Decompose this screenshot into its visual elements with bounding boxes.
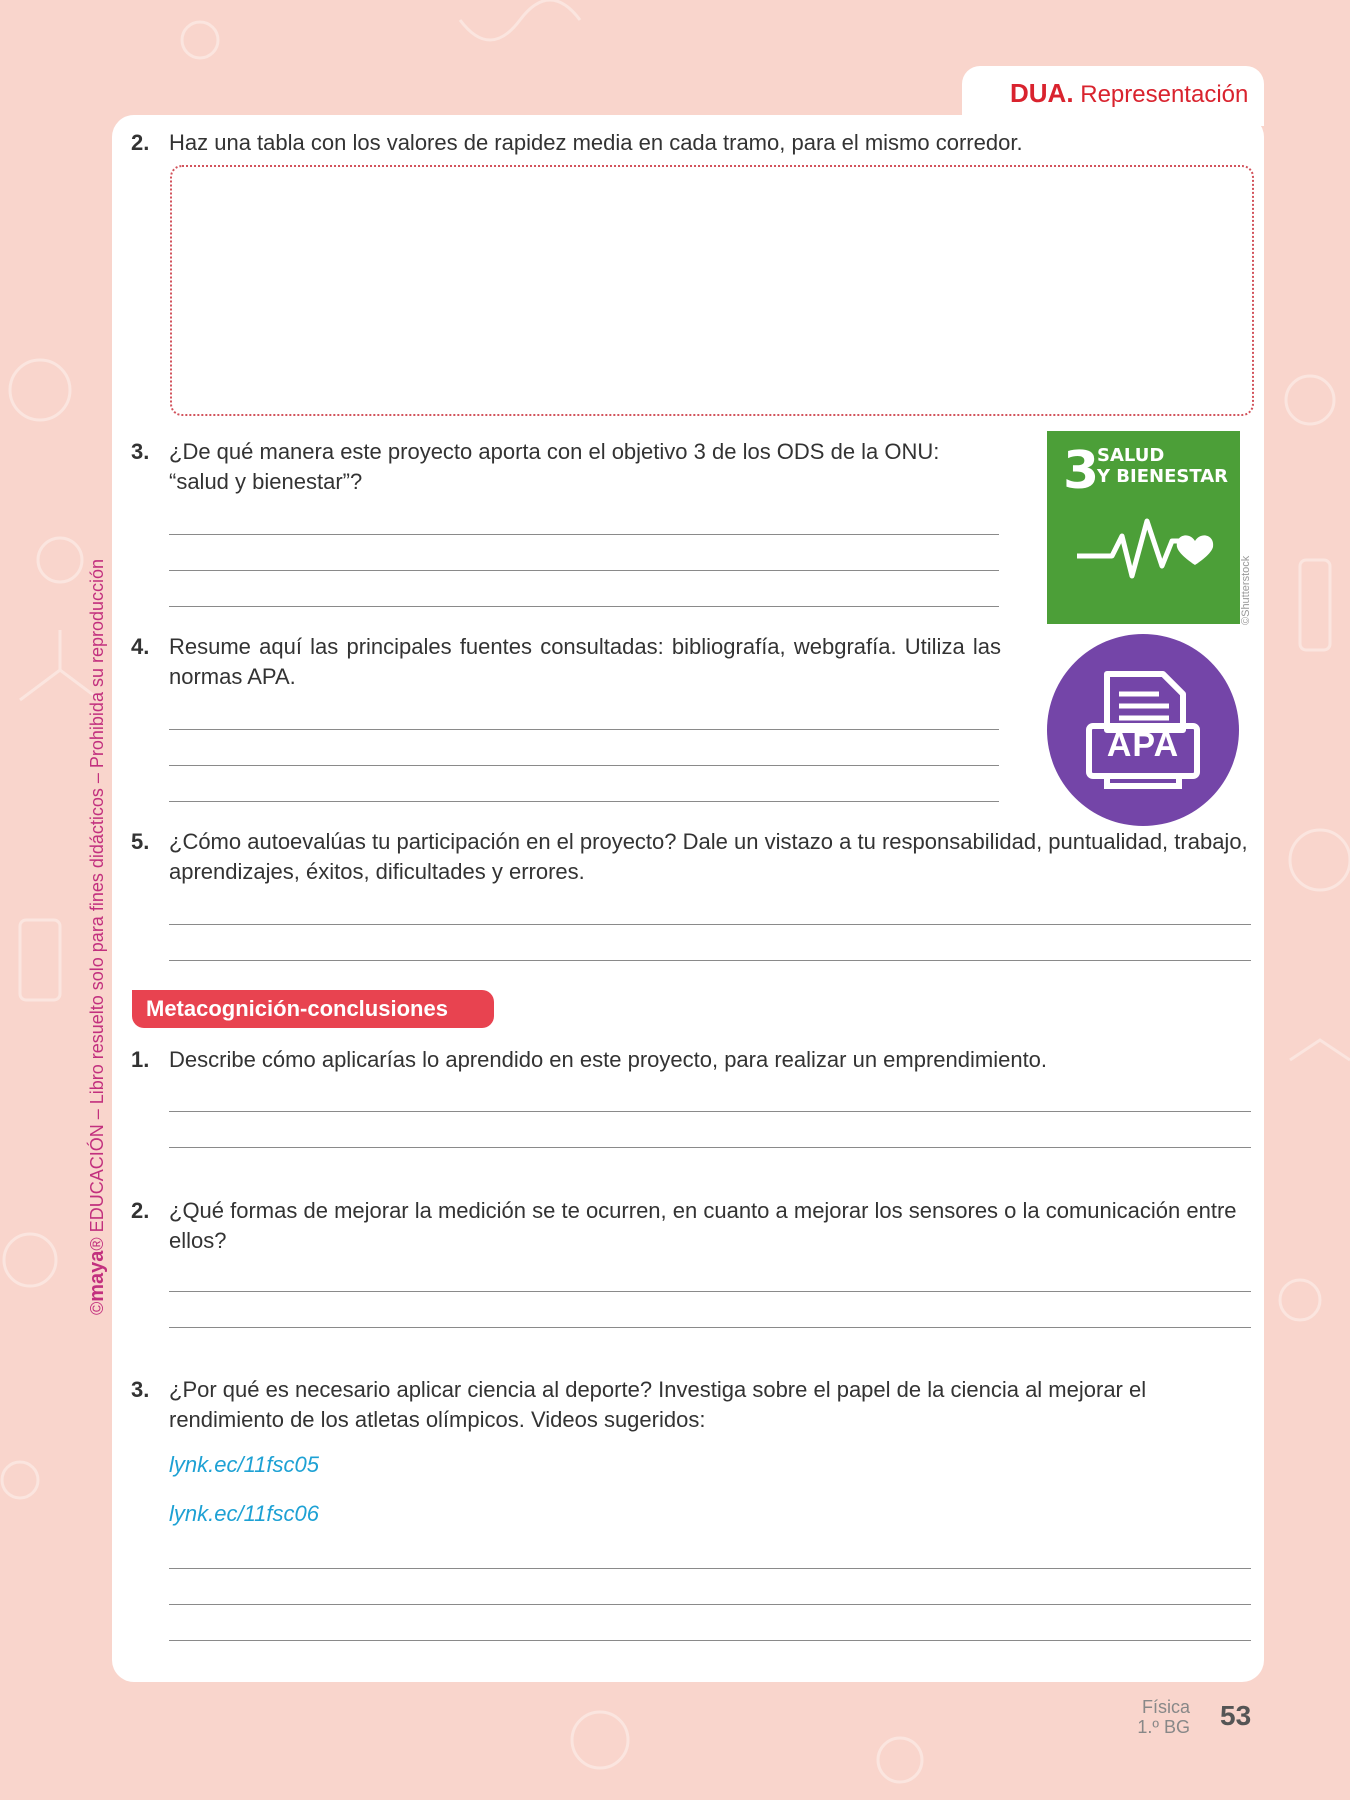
question-number: 3. xyxy=(131,1377,150,1402)
sdg-3-tile xyxy=(1047,431,1240,624)
answer-line[interactable] xyxy=(169,606,999,607)
answer-line[interactable] xyxy=(169,1640,1251,1641)
question-text: Resume aquí las principales fuentes consultadas: bibliografía, webgrafía. Utiliza las normas APA. xyxy=(169,634,1001,689)
question-number: 4. xyxy=(131,634,150,659)
sdg-title: SALUD Y BIENESTAR xyxy=(1097,445,1229,487)
section-title: Metacognición-conclusiones xyxy=(146,996,448,1021)
answer-line[interactable] xyxy=(169,1568,1251,1569)
video-link-2[interactable]: lynk.ec/11fsc06 xyxy=(169,1501,320,1526)
question-text: ¿Cómo autoevalúas tu participación en el proyecto? Dale un vistazo a tu responsabilidad, puntualidad, trabajo, aprendizajes, éxitos, dificultades y errores. xyxy=(169,829,1248,884)
question-5 xyxy=(131,827,1251,887)
question-number: 2. xyxy=(131,1198,150,1223)
question-text: ¿Por qué es necesario aplicar ciencia al deporte? Investiga sobre el papel de la ciencia al mejorar el rendimiento de los atletas olímpicos. Videos sugeridos: xyxy=(169,1377,1147,1432)
image-credit: ©Shutterstock xyxy=(1240,555,1252,625)
question-number: 1. xyxy=(131,1047,150,1072)
copyright-notice: ® EDUCACIÓN – Libro resuelto solo para fines didácticos – Prohibida su reproducción xyxy=(87,558,107,1251)
answer-line[interactable] xyxy=(169,1604,1251,1605)
page-number: 53 xyxy=(1220,1700,1252,1731)
side-copyright-text xyxy=(86,559,109,1315)
footer-subject xyxy=(1130,1697,1190,1737)
sdg-number: 3 xyxy=(1063,441,1100,501)
section-banner xyxy=(132,990,494,1028)
answer-line[interactable] xyxy=(169,729,999,730)
question-number: 5. xyxy=(131,829,150,854)
answer-line[interactable] xyxy=(169,765,999,766)
answer-line[interactable] xyxy=(169,570,999,571)
question-3 xyxy=(131,437,1001,497)
answer-line[interactable] xyxy=(169,801,999,802)
answer-table-area[interactable] xyxy=(170,165,1254,416)
apa-label: APA xyxy=(1106,726,1180,764)
video-link-1[interactable]: lynk.ec/11fsc05 xyxy=(169,1452,320,1477)
dua-subtitle: Representación xyxy=(1080,81,1249,108)
answer-line[interactable] xyxy=(169,960,1251,961)
grade-level: 1.º BG xyxy=(1137,1717,1190,1737)
meta-question-3 xyxy=(131,1375,1251,1435)
heartbeat-icon xyxy=(1077,501,1217,591)
answer-line[interactable] xyxy=(169,1327,1251,1328)
answer-line[interactable] xyxy=(169,1111,1251,1112)
apa-badge xyxy=(1047,634,1239,826)
question-number: 3. xyxy=(131,439,150,464)
meta-question-2 xyxy=(131,1196,1251,1256)
question-4 xyxy=(131,632,1001,692)
answer-line[interactable] xyxy=(169,1291,1251,1292)
question-text: ¿De qué manera este proyecto aporta con el objetivo 3 de los ODS de la ONU: “salud y bienestar”? xyxy=(169,439,940,494)
question-text: Describe cómo aplicarías lo aprendido en este proyecto, para realizar un emprendimiento. xyxy=(169,1047,1048,1072)
answer-line[interactable] xyxy=(169,1147,1251,1148)
answer-line[interactable] xyxy=(169,534,999,535)
question-text: ¿Qué formas de mejorar la medición se te ocurren, en cuanto a mejorar los sensores o la comunicación entre ellos? xyxy=(169,1198,1237,1253)
question-number: 2. xyxy=(131,130,150,155)
copyright-symbol: © xyxy=(87,1301,107,1315)
brand-logo-text: maya xyxy=(86,1250,108,1302)
dua-header xyxy=(1010,78,1248,109)
question-text: Haz una tabla con los valores de rapidez media en cada tramo, para el mismo corredor. xyxy=(169,130,1023,155)
subject-name: Física xyxy=(1141,1697,1190,1717)
answer-line[interactable] xyxy=(169,924,1251,925)
dua-label: DUA. xyxy=(1010,78,1074,108)
header-tab-cut xyxy=(920,66,966,116)
